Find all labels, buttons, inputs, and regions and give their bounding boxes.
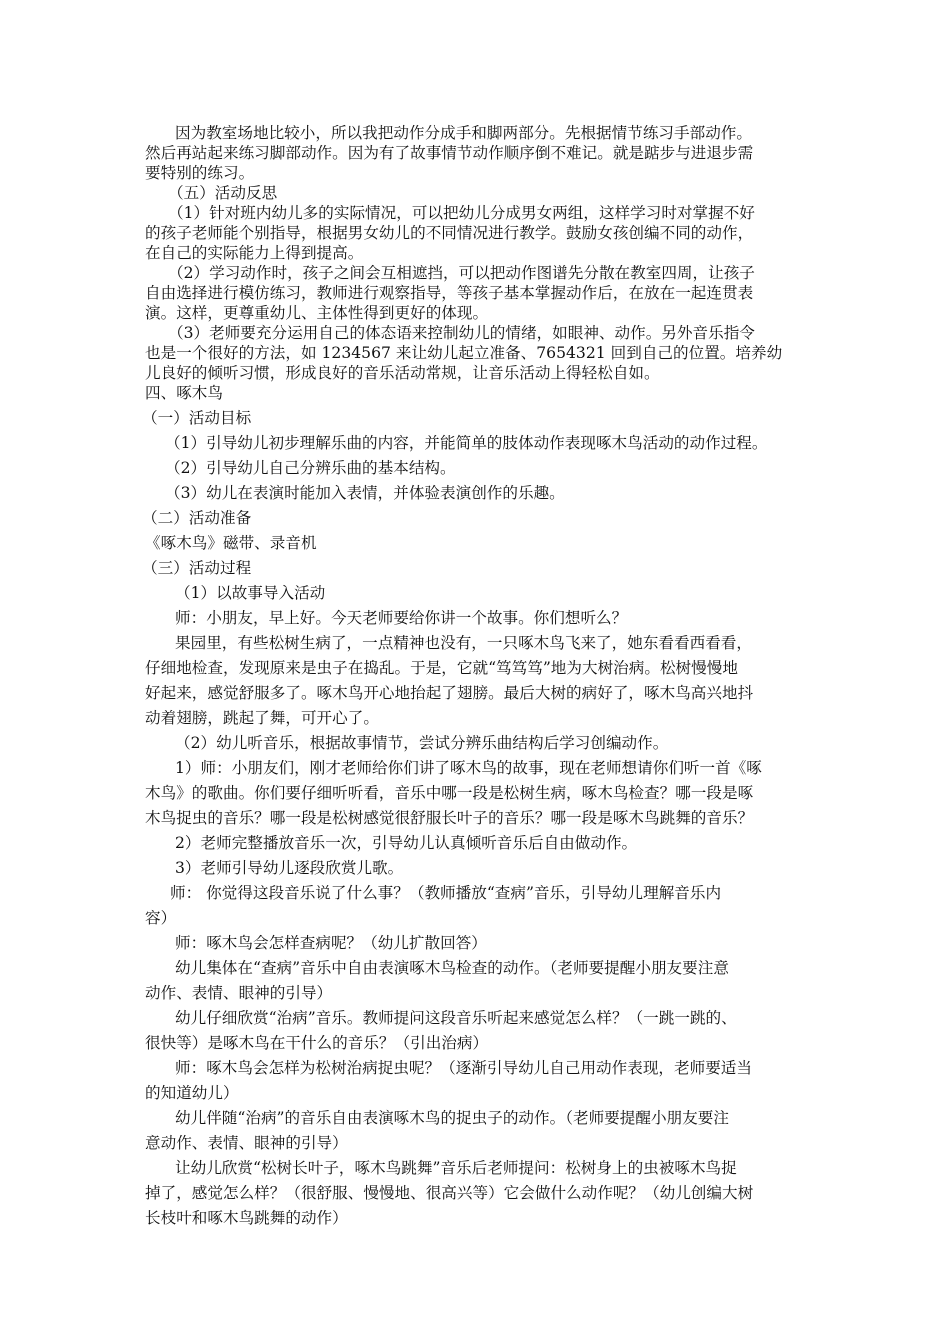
step-1: （1）以故事导入活动 — [175, 584, 326, 602]
reflection-item3-line-3: 儿良好的倾听习惯，形成良好的音乐活动常规，让音乐活动上得轻松自如。 — [145, 364, 660, 382]
appreciate-line-1: 让幼儿欣赏“松树长叶子，啄木鸟跳舞”音乐后老师提问：松树身上的虫被啄木鸟捉 — [175, 1159, 737, 1177]
story-line-1: 果园里，有些松树生病了，一点精神也没有，一只啄木鸟飞来了，她东看看西看看， — [175, 634, 752, 652]
reflection-item3-line-1: （3）老师要充分运用自己的体态语来控制幼儿的情绪，如眼神、动作。另外音乐指令 — [168, 324, 755, 342]
reflection-item1-line-1: （1）针对班内幼儿多的实际情况，可以把幼儿分成男女两组，这样学习时对掌握不好 — [168, 204, 755, 222]
collective-line-1: 幼儿集体在“查病”音乐中自由表演啄木鸟检查的动作。（老师要提醒小朋友要注意 — [175, 959, 729, 977]
goal-1: （1）引导幼儿初步理解乐曲的内容，并能简单的肢体动作表现啄木鸟活动的动作过程。 — [165, 434, 768, 452]
intro-line-2: 然后再站起来练习脚部动作。因为有了故事情节动作顺序倒不难记。就是踮步与进退步需 — [145, 144, 754, 162]
teacher-q1-line-1: 师： 你觉得这段音乐说了什么事？（教师播放“查病”音乐，引导幼儿理解音乐内 — [170, 884, 722, 902]
story-line-3: 好起来，感觉舒服多了。啄木鸟开心地抬起了翅膀。最后大树的病好了，啄木鸟高兴地抖 — [145, 684, 754, 702]
goals-heading: （一）活动目标 — [142, 409, 252, 427]
sub1-line-1: 1）师：小朋友们，刚才老师给你们讲了啄木鸟的故事，现在老师想请你们听一首《啄 — [175, 759, 762, 777]
story-line-2: 仔细地检查，发现原来是虫子在捣乱。于是，它就“笃笃笃”地为大树治病。松树慢慢地 — [145, 659, 738, 677]
intro-line-1: 因为教室场地比较小，所以我把动作分成手和脚两部分。先根据情节练习手部动作。 — [175, 124, 752, 142]
listen-line-1: 幼儿仔细欣赏“治病”音乐。教师提问这段音乐听起来感觉怎么样？（一跳一跳的、 — [175, 1009, 737, 1027]
greeting: 师：小朋友，早上好。今天老师要给你讲一个故事。你们想听么？ — [175, 609, 628, 627]
listen-line-2: 很快等）是啄木鸟在干什么的音乐？（引出治病） — [145, 1034, 489, 1052]
teacher-q2: 师：啄木鸟会怎样查病呢？（幼儿扩散回答） — [175, 934, 487, 952]
sub-2: 2）老师完整播放音乐一次，引导幼儿认真倾听音乐后自由做动作。 — [175, 834, 638, 852]
reflection-item3-line-2: 也是一个很好的方法，如 1234567 来让幼儿起立准备、7654321 回到自己的位置。培养幼 — [145, 344, 783, 362]
teacher-q3-line-2: 的知道幼儿） — [145, 1084, 239, 1102]
perform-line-2: 意动作、表情、眼神的引导） — [145, 1134, 348, 1152]
sub1-line-2: 木鸟》的歌曲。你们要仔细听听看，音乐中哪一段是松树生病，啄木鸟检查？哪一段是啄 — [145, 784, 754, 802]
reflection-item1-line-3: 在自己的实际能力上得到提高。 — [145, 244, 364, 262]
goal-3: （3）幼儿在表演时能加入表情，并体验表演创作的乐趣。 — [165, 484, 565, 502]
perform-line-1: 幼儿伴随“治病”的音乐自由表演啄木鸟的捉虫子的动作。（老师要提醒小朋友要注 — [175, 1109, 729, 1127]
sub1-line-3: 木鸟捉虫的音乐？哪一段是松树感觉很舒服长叶子的音乐？哪一段是啄木鸟跳舞的音乐？ — [145, 809, 754, 827]
teacher-q1-line-2: 容） — [145, 909, 177, 927]
reflection-item2-line-3: 演。这样，更尊重幼儿、主体性得到更好的体现。 — [145, 304, 489, 322]
reflection-item2-line-2: 自由选择进行模仿练习，教师进行观察指导，等孩子基本掌握动作后，在放在一起连贯表 — [145, 284, 754, 302]
story-line-4: 动着翅膀，跳起了舞，可开心了。 — [145, 709, 379, 727]
teacher-q3-line-1: 师：啄木鸟会怎样为松树治病捉虫呢？（逐渐引导幼儿自己用动作表现，老师要适当 — [175, 1059, 752, 1077]
reflection-heading: （五）活动反思 — [168, 184, 278, 202]
step-2: （2）幼儿听音乐，根据故事情节，尝试分辨乐曲结构后学习创编动作。 — [175, 734, 669, 752]
goal-2: （2）引导幼儿自己分辨乐曲的基本结构。 — [165, 459, 456, 477]
intro-line-3: 要特别的练习。 — [145, 164, 255, 182]
appreciate-line-2: 掉了，感觉怎么样？（很舒服、慢慢地、很高兴等）它会做什么动作呢？（幼儿创编大树 — [145, 1184, 754, 1202]
process-heading: （三）活动过程 — [142, 559, 252, 577]
appreciate-line-3: 长枝叶和啄木鸟跳舞的动作） — [145, 1209, 348, 1227]
part4-title: 四、啄木鸟 — [145, 384, 223, 402]
sub-3: 3）老师引导幼儿逐段欣赏儿歌。 — [175, 859, 404, 877]
reflection-item2-line-1: （2）学习动作时，孩子之间会互相遮挡，可以把动作图谱先分散在教室四周，让孩子 — [168, 264, 755, 282]
collective-line-2: 动作、表情、眼神的引导） — [145, 984, 333, 1002]
prep-heading: （二）活动准备 — [142, 509, 252, 527]
prep-text: 《啄木鸟》磁带、录音机 — [145, 534, 317, 552]
reflection-item1-line-2: 的孩子老师能个别指导，根据男女幼儿的不同情况进行教学。鼓励女孩创编不同的动作， — [145, 224, 754, 242]
